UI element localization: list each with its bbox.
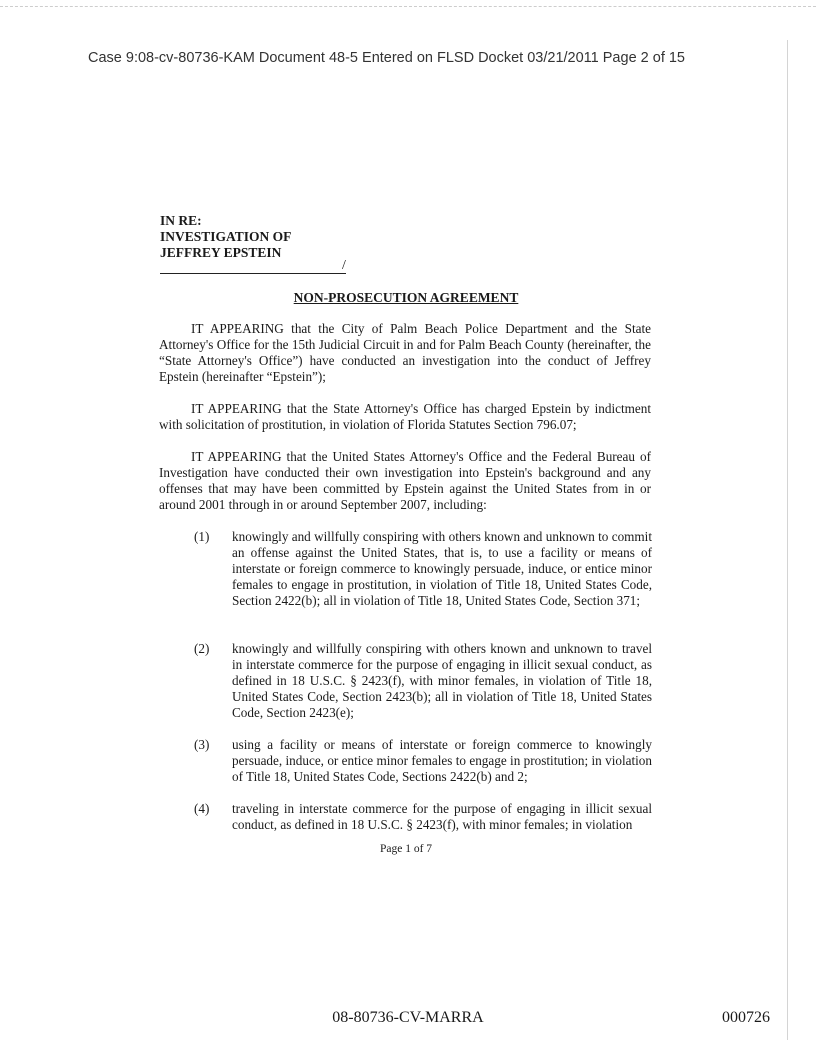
footer-bates-number: 000726 [722, 1009, 770, 1026]
list-item-number: (4) [194, 801, 210, 816]
list-item-number: (1) [194, 529, 210, 544]
caption-line-2: INVESTIGATION OF [160, 229, 292, 244]
list-item-text: using a facility or means of interstate or foreign commerce to knowingly persuade, induce, or entice minor females to engage in prostitution; in violation of Title 18, United States Code, Sections 2422(b) and 2; [232, 737, 652, 784]
list-item-text: knowingly and willfully conspiring with others known and unknown to travel in interstate commerce for the purpose of engaging in illicit sexual conduct, as defined in 18 U.S.C. § 2423(f), with minor females, in violation of Title 18, United States Code, Section 2423(b); all in violation of Title 18, United States Code, Section 2423(e); [232, 641, 652, 720]
court-filing-header: Case 9:08-cv-80736-KAM Document 48-5 Entered on FLSD Docket 03/21/2011 Page 2 of 15 [88, 50, 685, 66]
list-item-text: traveling in interstate commerce for the purpose of engaging in illicit sexual conduct, as defined in 18 U.S.C. § 2423(f), with minor females; in violation [232, 801, 652, 832]
list-item-number: (3) [194, 737, 210, 752]
scan-artifact-right-edge [787, 40, 788, 1040]
caption-underline [160, 273, 346, 274]
paragraph-1: IT APPEARING that the City of Palm Beach Police Department and the State Attorney's Office for the 15th Judicial Circuit in and for Palm Beach County (hereinafter, the “State Attorney's Office”) have conducted an investigation into the conduct of Jeffrey Epstein (hereinafter “Epstein”); [159, 321, 651, 384]
footer-case-number: 08-80736-CV-MARRA [332, 1009, 484, 1026]
case-caption [160, 213, 291, 261]
caption-line-3: JEFFREY EPSTEIN [160, 245, 282, 260]
caption-slash: / [342, 258, 346, 273]
document-title: NON-PROSECUTION AGREEMENT [293, 290, 519, 305]
list-item-number: (2) [194, 641, 210, 656]
caption-line-1: IN RE: [160, 213, 202, 228]
page-number: Page 1 of 7 [379, 843, 433, 855]
list-item-text: knowingly and willfully conspiring with others known and unknown to commit an offense against the United States, that is, to use a facility or means of interstate or foreign commerce to knowingly persuade, induce, or entice minor females to engage in prostitution, in violation of Title 18, United States Code, Section 2422(b); all in violation of Title 18, United States Code, Section 371; [232, 529, 652, 608]
paragraph-3: IT APPEARING that the United States Attorney's Office and the Federal Bureau of Investigation have conducted their own investigation into Epstein's background and any offenses that may have been committed by Epstein against the United States from in or around 2001 through in or around September 2007, including: [159, 449, 651, 512]
scan-artifact-top [0, 0, 816, 7]
paragraph-2: IT APPEARING that the State Attorney's Office has charged Epstein by indictment with solicitation of prostitution, in violation of Florida Statutes Section 796.07; [159, 401, 651, 432]
